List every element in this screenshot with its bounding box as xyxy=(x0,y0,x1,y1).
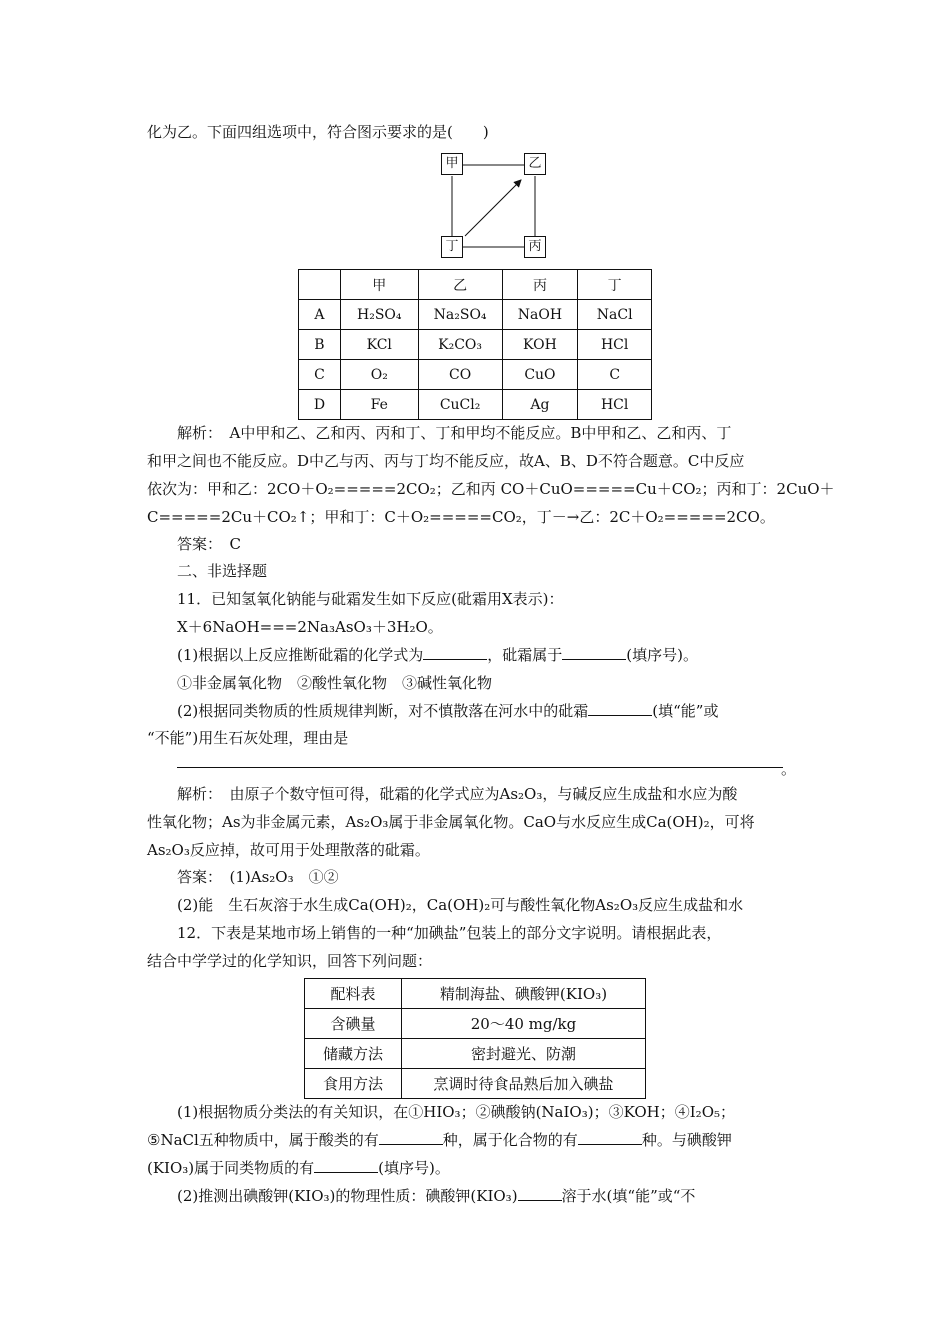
table-cell: CuCl₂ xyxy=(418,390,502,420)
table-cell: 配料表 xyxy=(305,979,402,1009)
blank-solubility[interactable] xyxy=(518,1186,562,1201)
node-jia: 甲 xyxy=(441,153,463,175)
analysis-line: 解析： 由原子个数守恒可得，砒霜的化学式应为As₂O₃，与碱反应生成盐和水应为酸 xyxy=(177,785,738,803)
node-ding: 丁 xyxy=(441,236,463,258)
analysis-line: C=====2Cu＋CO₂↑；甲和丁：C＋O₂=====CO₂，丁－→乙：2C＋O₂=====2CO。 xyxy=(147,508,775,526)
q12-part1-text: ⑤NaCl五种物质中，属于酸类的有 xyxy=(147,1131,379,1149)
reaction-diagram xyxy=(441,153,547,259)
table-cell: H₂SO₄ xyxy=(340,300,418,330)
table-cell: O₂ xyxy=(340,360,418,390)
table-cell: C xyxy=(299,360,341,390)
table-header-cell xyxy=(299,270,341,300)
q11-equation: X＋6NaOH===2Na₃AsO₃＋3H₂O。 xyxy=(177,618,443,636)
table-cell: 食用方法 xyxy=(305,1069,402,1099)
table-row xyxy=(305,1009,646,1039)
table-header-cell: 乙 xyxy=(418,270,502,300)
table-row xyxy=(305,1069,646,1099)
table-cell: KOH xyxy=(502,330,578,360)
q12-stem: 结合中学学过的化学知识，回答下列问题： xyxy=(147,952,433,970)
q12-part1-text: 种。与碘酸钾 xyxy=(641,1131,732,1149)
table-cell: 烹调时待食品熟后加入碘盐 xyxy=(402,1069,646,1099)
q11-part1-text: (1)根据以上反应推断砒霜的化学式为 xyxy=(177,646,424,664)
table-cell: Fe xyxy=(340,390,418,420)
answer-line: 答案： (1)As₂O₃ ①② xyxy=(177,868,339,886)
arrow-ding-to-yi xyxy=(465,180,521,236)
q12-part2 xyxy=(177,1186,695,1206)
q11-part1-text: (填序号)。 xyxy=(626,646,698,664)
q12-part1 xyxy=(147,1130,732,1150)
table-cell: 20～40 mg/kg xyxy=(402,1009,646,1039)
blank-same-class[interactable] xyxy=(314,1158,378,1173)
q12-part1-text: (填序号)。 xyxy=(378,1159,450,1177)
table-cell: 含碘量 xyxy=(305,1009,402,1039)
q11-options: ①非金属氧化物 ②酸性氧化物 ③碱性氧化物 xyxy=(177,674,493,692)
q12-part1-text: 种，属于化合物的有 xyxy=(442,1131,578,1149)
options-table xyxy=(298,269,652,420)
table-cell: KCl xyxy=(340,330,418,360)
table-header-cell: 甲 xyxy=(340,270,418,300)
table-cell: 储藏方法 xyxy=(305,1039,402,1069)
table-row xyxy=(299,390,652,420)
blank-reason[interactable] xyxy=(177,767,783,768)
table-cell: B xyxy=(299,330,341,360)
table-cell: C xyxy=(578,360,652,390)
table-cell: Na₂SO₄ xyxy=(418,300,502,330)
blank-can-or-cannot[interactable] xyxy=(588,701,652,716)
table-cell: A xyxy=(299,300,341,330)
table-cell: CuO xyxy=(502,360,578,390)
q11-part1 xyxy=(177,645,698,665)
q12-part1 xyxy=(147,1158,450,1178)
table-cell: CO xyxy=(418,360,502,390)
q11-stem: 11．已知氢氧化钠能与砒霜发生如下反应(砒霜用X表示)： xyxy=(177,590,564,608)
salt-label-table xyxy=(304,978,646,1099)
table-cell: HCl xyxy=(578,390,652,420)
table-cell: Ag xyxy=(502,390,578,420)
answer-line: 答案： C xyxy=(177,535,241,553)
answer-line: (2)能 生石灰溶于水生成Ca(OH)₂，Ca(OH)₂可与酸性氧化物As₂O₃反应生成盐和水 xyxy=(177,896,744,914)
question-intro: 化为乙。下面四组选项中，符合图示要求的是( ) xyxy=(147,123,489,141)
table-header-cell: 丁 xyxy=(578,270,652,300)
q11-part2-text: (填“能”或 xyxy=(652,702,719,720)
analysis-line: 性氧化物；As为非金属元素，As₂O₃属于非金属氧化物。CaO与水反应生成Ca(OH)₂，可将 xyxy=(147,813,755,831)
table-cell: NaCl xyxy=(578,300,652,330)
analysis-line: 解析： A中甲和乙、乙和丙、丙和丁、丁和甲均不能反应。B中甲和乙、乙和丙、丁 xyxy=(177,424,732,442)
section-heading: 二、非选择题 xyxy=(177,562,268,580)
q12-stem: 12．下表是某地市场上销售的一种“加碘盐”包装上的部分文字说明。请根据此表， xyxy=(177,924,722,942)
table-cell: HCl xyxy=(578,330,652,360)
period-mark: 。 xyxy=(781,760,797,778)
q12-part2-text: (2)推测出碘酸钾(KIO₃)的物理性质：碘酸钾(KIO₃) xyxy=(177,1187,518,1205)
analysis-line: 依次为：甲和乙：2CO＋O₂=====2CO₂；乙和丙 CO＋CuO=====Cu＋CO₂；丙和丁：2CuO＋ xyxy=(147,480,835,498)
q12-part1-text: (KIO₃)属于同类物质的有 xyxy=(147,1159,315,1177)
table-cell: K₂CO₃ xyxy=(418,330,502,360)
table-row xyxy=(305,979,646,1009)
table-header-cell: 丙 xyxy=(502,270,578,300)
table-row xyxy=(299,330,652,360)
analysis-line: 和甲之间也不能反应。D中乙与丙、丙与丁均不能反应，故A、B、D不符合题意。C中反应 xyxy=(147,452,745,470)
table-header-row xyxy=(299,270,652,300)
table-row xyxy=(299,300,652,330)
analysis-line: As₂O₃反应掉，故可用于处理散落的砒霜。 xyxy=(147,841,430,859)
blank-compound-count[interactable] xyxy=(578,1130,642,1145)
q12-part2-text: 溶于水(填“能”或“不 xyxy=(561,1187,696,1205)
node-bing: 丙 xyxy=(524,236,546,258)
blank-acid-count[interactable] xyxy=(379,1130,443,1145)
table-row xyxy=(305,1039,646,1069)
q11-part2 xyxy=(177,701,718,721)
table-cell: D xyxy=(299,390,341,420)
table-cell: 精制海盐、碘酸钾(KIO₃) xyxy=(402,979,646,1009)
q11-part2-text: (2)根据同类物质的性质规律判断，对不慎散落在河水中的砒霜 xyxy=(177,702,589,720)
q11-part1-text: ，砒霜属于 xyxy=(487,646,563,664)
table-cell: 密封避光、防潮 xyxy=(402,1039,646,1069)
q12-part1: (1)根据物质分类法的有关知识，在①HIO₃；②碘酸钠(NaIO₃)；③KOH；④I₂O₅； xyxy=(177,1103,736,1121)
node-yi: 乙 xyxy=(524,153,546,175)
table-row xyxy=(299,360,652,390)
q11-part2-cont: “不能”)用生石灰处理，理由是 xyxy=(147,729,349,747)
table-cell: NaOH xyxy=(502,300,578,330)
blank-formula[interactable] xyxy=(423,645,487,660)
blank-category[interactable] xyxy=(562,645,626,660)
